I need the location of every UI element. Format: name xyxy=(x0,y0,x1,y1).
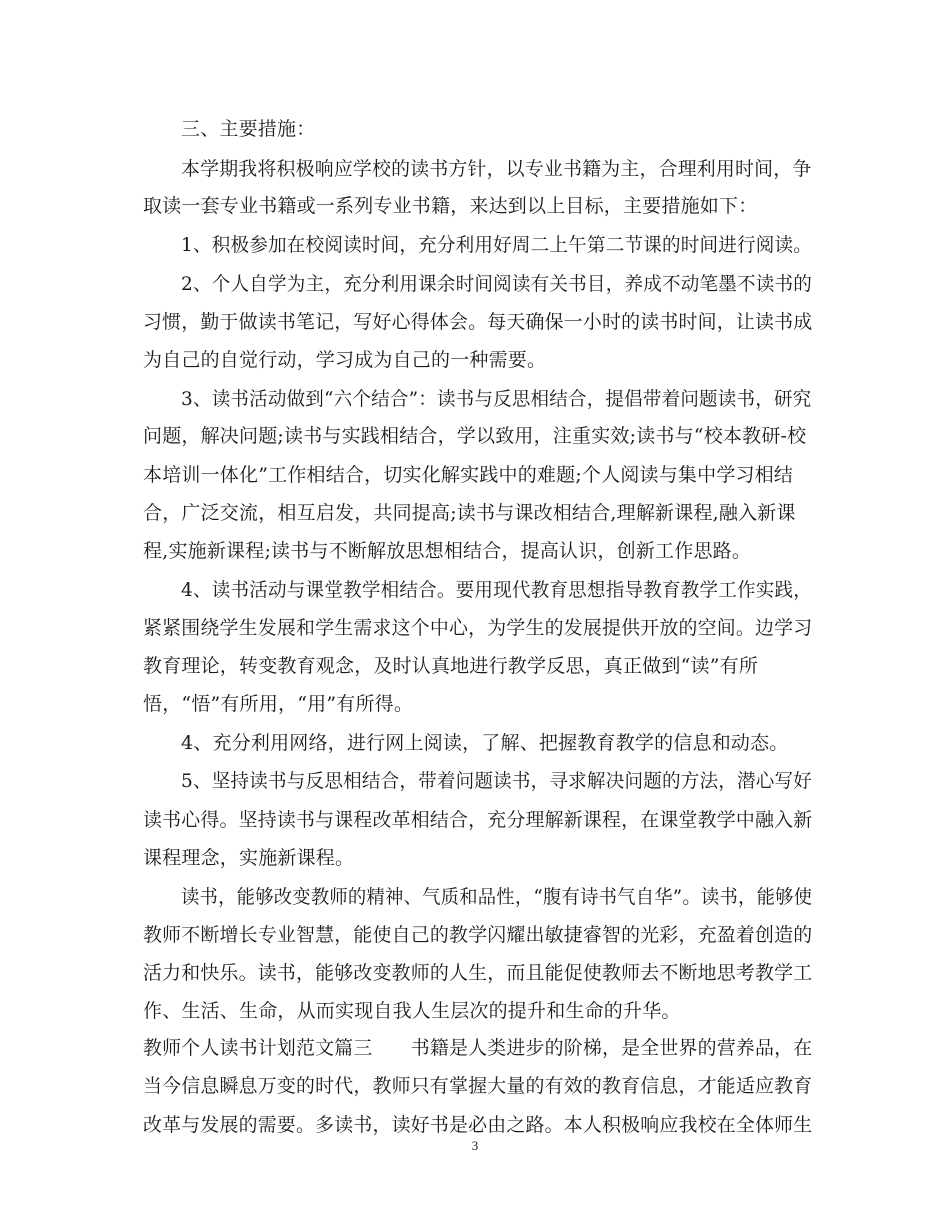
text-line: 教师个人读书计划范文篇三 书籍是人类进步的阶梯，是全世界的营养品，在 xyxy=(143,1037,813,1059)
text-line: 取读一套专业书籍或一系列专业书籍，来达到以上目标，主要措施如下： xyxy=(143,195,758,217)
text-line: 改革与发展的需要。多读书，读好书是必由之路。本人积极响应我校在全体师生 xyxy=(143,1114,813,1136)
text-line: 本培训一体化”工作相结合，切实化解实践中的难题;个人阅读与集中学习相结 xyxy=(143,464,794,486)
text-line: 课程理念，实施新课程。 xyxy=(143,847,355,869)
text-line: 悟，“悟”有所用，“用”有所得。 xyxy=(143,693,414,715)
text-line: 3、读书活动做到“六个结合”：读书与反思相结合，提倡带着问题读书，研究 xyxy=(181,388,812,410)
text-line: 教师不断增长专业智慧，能使自己的教学闪耀出敏捷睿智的光彩，充盈着创造的 xyxy=(143,924,813,946)
text-line: 程,实施新课程;读书与不断解放思想相结合，提高认识，创新工作思路。 xyxy=(143,540,752,562)
text-line: 合，广泛交流，相互启发，共同提高;读书与课改相结合,理解新课程,融入新课 xyxy=(143,502,796,524)
text-line: 读书，能够改变教师的精神、气质和品性，“腹有诗书气自华”。读书，能够使 xyxy=(181,886,813,908)
text-line: 教育理论，转变教育观念，及时认真地进行教学反思，真正做到“读”有所 xyxy=(143,655,759,677)
text-line: 习惯，勤于做读书笔记，写好心得体会。每天确保一小时的读书时间，让读书成 xyxy=(143,311,813,333)
text-line: 本学期我将积极响应学校的读书方针，以专业书籍为主，合理利用时间，争 xyxy=(181,158,812,180)
section-heading: 三、主要措施： xyxy=(181,118,316,140)
text-line: 当今信息瞬息万变的时代，教师只有掌握大量的有效的教育信息，才能适应教育 xyxy=(143,1075,813,1097)
text-line: 2、个人自学为主，充分利用课余时间阅读有关书目，养成不动笔墨不读书的 xyxy=(181,273,813,295)
text-line: 作、生活、生命，从而实现自我人生层次的提升和生命的升华。 xyxy=(143,1000,681,1022)
text-line: 活力和快乐。读书，能够改变教师的人生，而且能促使教师去不断地思考教学工 xyxy=(143,962,813,984)
text-line: 4、充分利用网络，进行网上阅读，了解、把握教育教学的信息和动态。 xyxy=(181,732,789,754)
text-line: 4、读书活动与课堂教学相结合。要用现代教育思想指导教育教学工作实践， xyxy=(181,579,813,601)
text-line: 读书心得。坚持读书与课程改革相结合，充分理解新课程，在课堂教学中融入新 xyxy=(143,809,813,831)
text-line: 为自己的自觉行动，学习成为自己的一种需要。 xyxy=(143,349,547,371)
text-line: 1、积极参加在校阅读时间，充分利用好周二上午第二节课的时间进行阅读。 xyxy=(181,234,813,256)
text-line: 问题，解决问题;读书与实践相结合，学以致用，注重实效;读书与“校本教研-校 xyxy=(143,425,807,447)
text-line: 紧紧围绕学生发展和学生需求这个中心，为学生的发展提供开放的空间。边学习 xyxy=(143,617,813,639)
page-number: 3 xyxy=(471,1138,479,1153)
text-line: 5、坚持读书与反思相结合，带着问题读书，寻求解决问题的方法，潜心写好 xyxy=(181,770,813,792)
